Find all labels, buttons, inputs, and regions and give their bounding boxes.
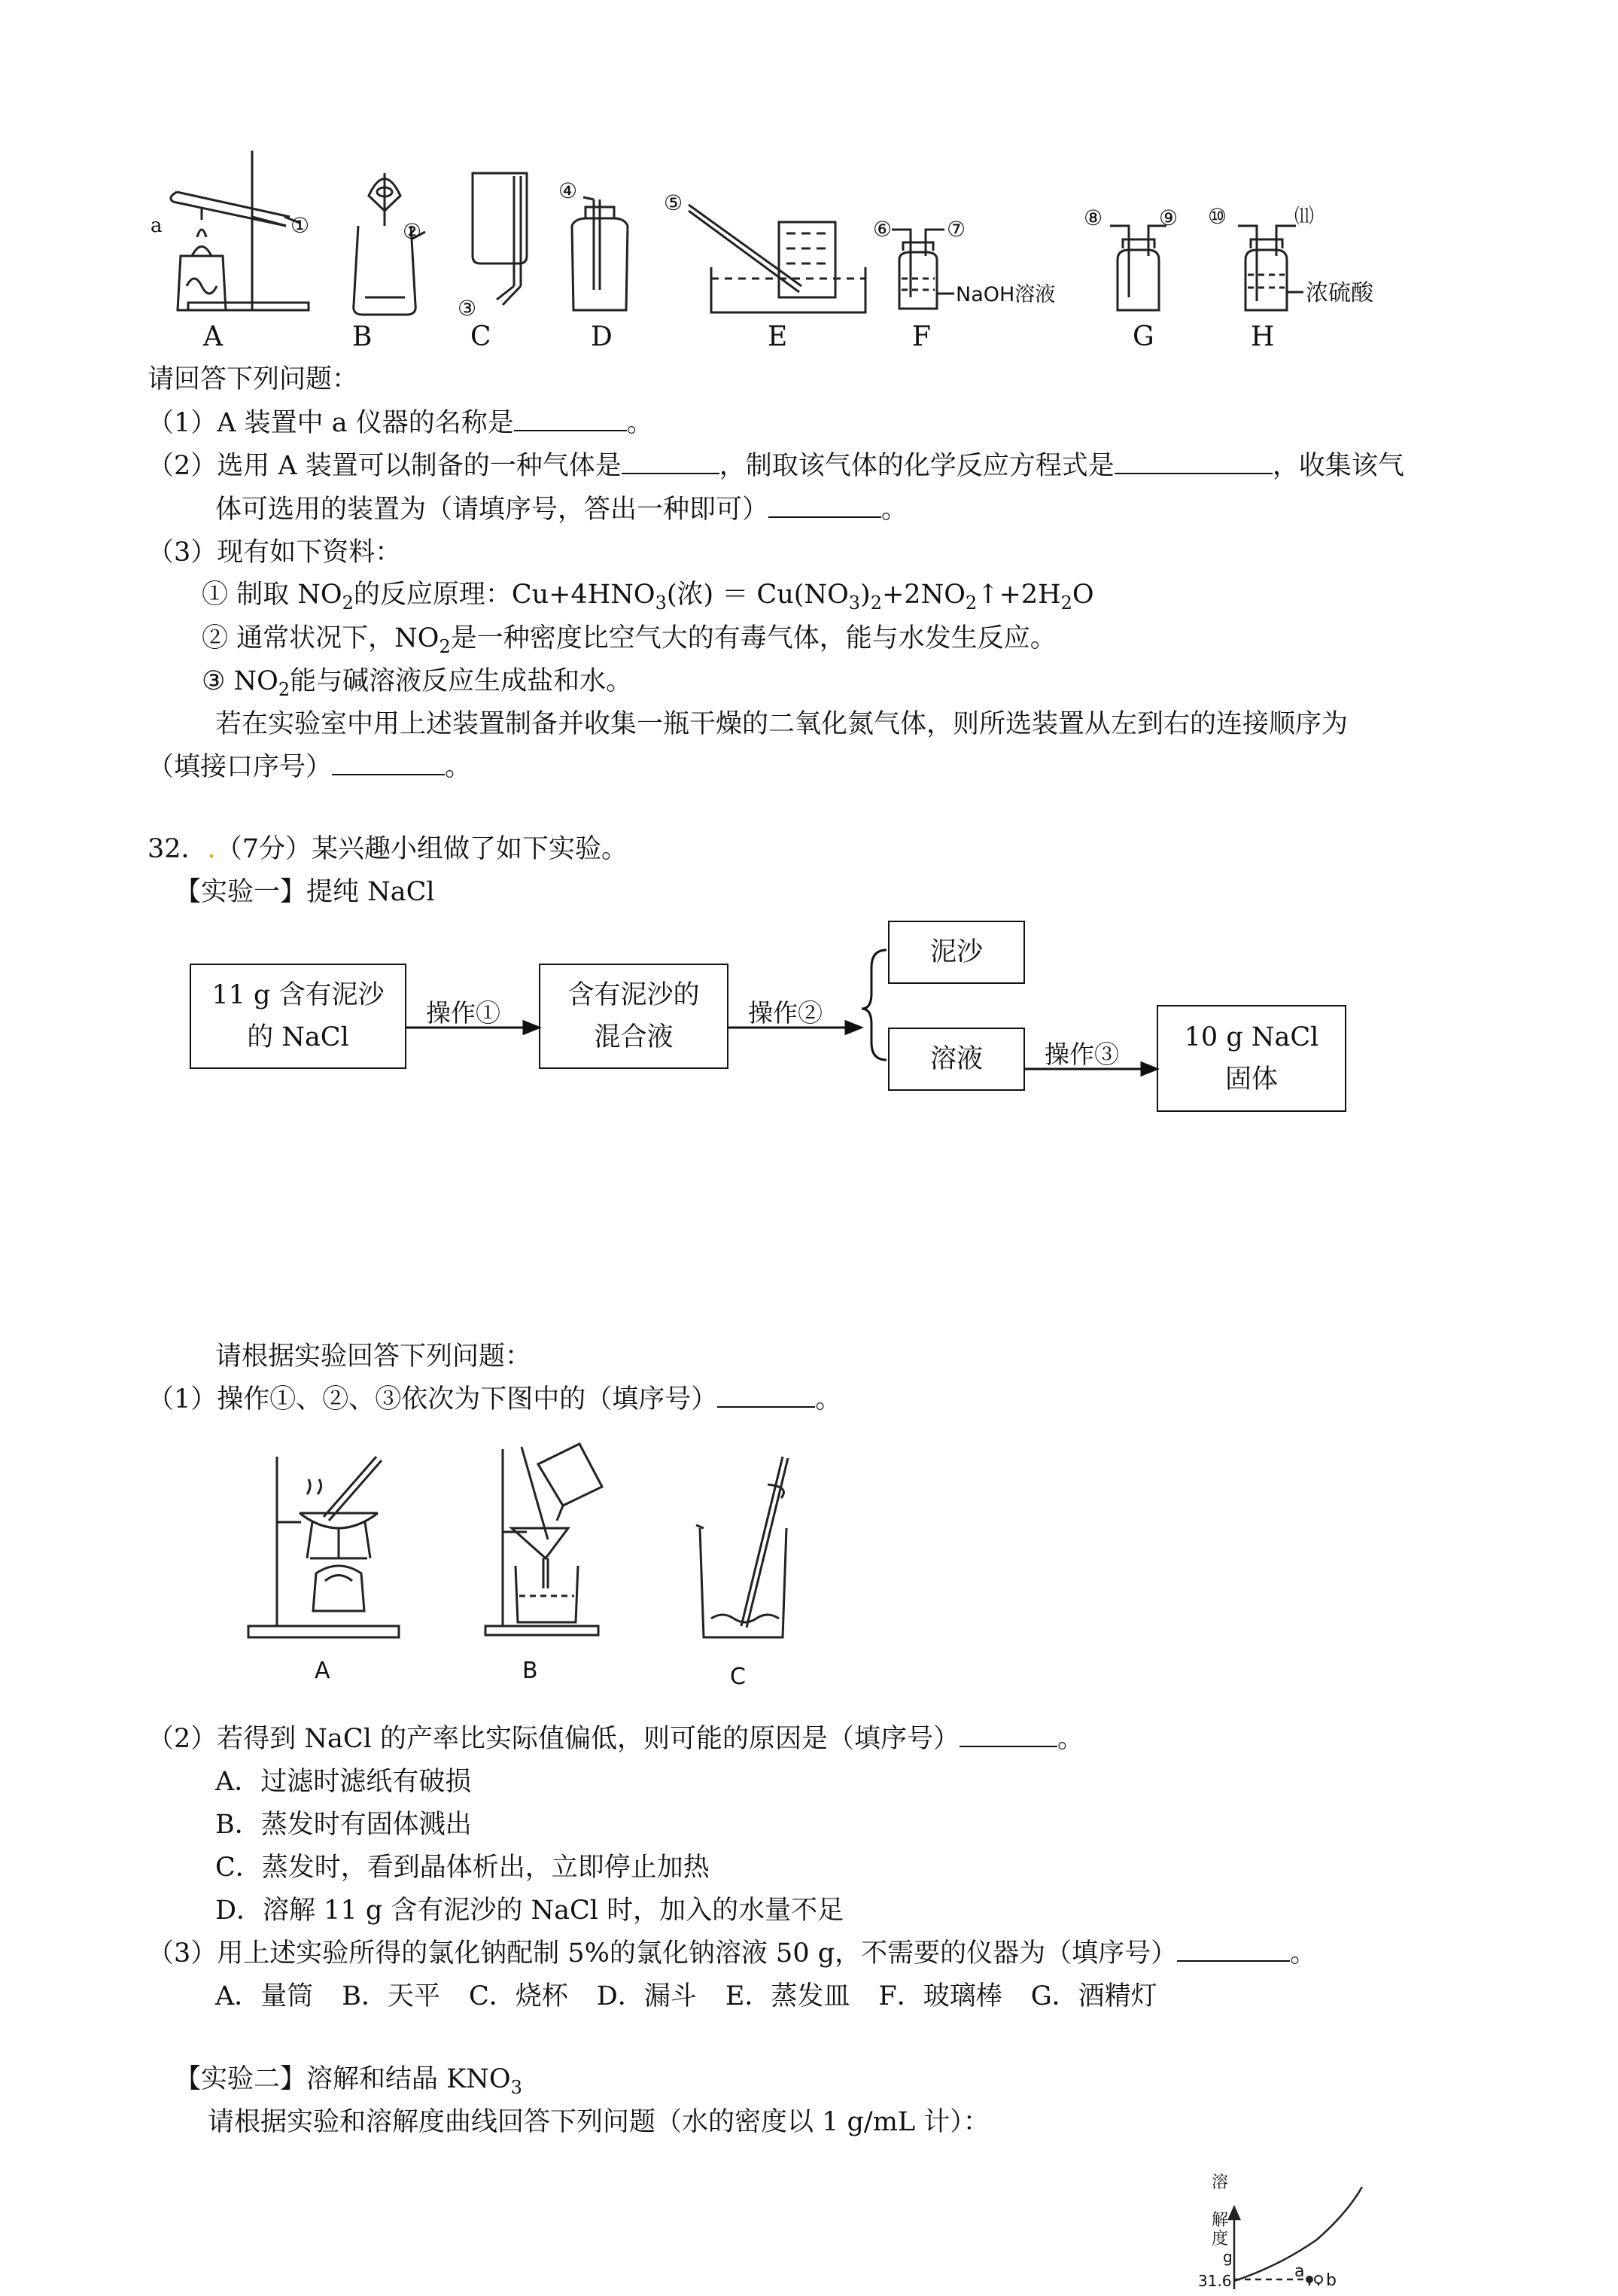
port-label-8: ⑧ [1084,206,1103,230]
q32-intro2: 请根据实验回答下列问题： [215,1341,532,1372]
apparatus-label-a: A [203,321,223,352]
q31-part2: （2）选用 A 装置可以制备的一种气体是 ，制取该气体的化学反应方程式是 ，收集该气 [148,451,1404,481]
port-label-4: ④ [558,178,578,203]
q31-part3-head: （3）现有如下资料： [148,537,402,568]
apparatus-label-h: H [1251,321,1275,352]
graph-tick-31-6: 31.6 [1198,2272,1232,2290]
flow-box-raw-nacl: 11 g 含有泥沙 的 NaCl [190,964,406,1069]
q31-part3-question: 若在实验室中用上述装置制备并收集一瓶干燥的二氧化氮气体，则所选装置从左到右的连接顺序为 [215,709,1349,739]
q31-intro: 请回答下列问题： [148,364,359,394]
exp1-title: 【实验一】提纯 NaCl [175,877,435,907]
q32-sub2: （2）若得到 NaCl 的产率比实际值偏低，则可能的原因是（填序号） 。 [148,1724,1084,1754]
flow-box-mixture: 含有泥沙的 混合液 [539,964,728,1069]
q31-material-1: ① 制取 $NO_2$的反应原理：$Cu+4HNO_3$(浓) ＝ $Cu(NO_3)_2+2NO_2↑+2H_2O$ [202,580,1094,614]
apparatus-label-f: F [912,321,931,352]
q32-sub1: （1）操作①、②、③依次为下图中的（填序号） 。 [148,1384,842,1414]
flow-box-nacl-solid: 10 g NaCl 固体 [1157,1005,1346,1112]
apparatus-label-d: D [591,321,613,352]
h2so4-label: 浓硫酸 [1306,280,1373,306]
exp2-title: 【实验二】溶解和结晶 $KNO_3$ [175,2064,522,2098]
annotation-a: a [151,215,163,237]
port-label-1: ① [290,213,310,238]
port-label-5: ⑤ [664,190,683,215]
flow-op1-label: 操作① [426,998,500,1028]
apparatus-label-b: B [352,321,373,352]
q32-option-a: A．过滤时滤纸有破损 [215,1767,472,1797]
q32-option-b: B．蒸发时有固体溅出 [215,1810,472,1840]
exp2-intro: 请根据实验和溶解度曲线回答下列问题（水的密度以 1 g/mL 计）： [208,2107,990,2137]
graph-unit: g [1223,2248,1233,2266]
apparatus-label-c: C [470,321,491,352]
flow-op3-label: 操作③ [1045,1040,1119,1069]
operation-label-b: B [522,1658,538,1684]
operation-label-a: A [315,1658,330,1684]
port-label-6: ⑥ [873,217,893,242]
q32-header: 32．.（7分）某兴趣小组做了如下实验。 [148,834,628,864]
q32-sub3-options: A．量筒 B．天平 C．烧杯 D．漏斗 E．蒸发皿 F．玻璃棒 G．酒精灯 [215,1981,1157,2011]
q31-material-3: ③ $NO_2$能与碱溶液反应生成盐和水。 [202,666,633,700]
graph-point-a: a [1294,2262,1305,2281]
graph-point-b: b [1326,2271,1337,2290]
q31-part1: （1）A 装置中 a 仪器的名称是 。 [148,408,653,438]
port-label-11: ⑾ [1294,206,1315,228]
apparatus-label-e: E [768,321,788,352]
q32-sub3: （3）用上述实验所得的氯化钠配制 5%的氯化钠溶液 50 g，不需要的仪器为（填序号） 。 [148,1938,1317,1969]
q32-option-c: C．蒸发时，看到晶体析出，立即停止加热 [215,1853,710,1883]
q31-part2-line2: 体可选用的装置为（请填序号，答出一种即可） 。 [215,495,908,525]
q31-material-2: ② 通常状况下，$NO_2$是一种密度比空气大的有毒气体，能与水发生反应。 [202,623,1057,657]
q32-option-d: D．溶解 11 g 含有泥沙的 NaCl 时，加入的水量不足 [215,1896,844,1926]
port-label-9: ⑨ [1159,206,1179,230]
q31-part3-question-line2: （填接口序号） 。 [148,752,472,782]
apparatus-label-g: G [1133,321,1154,352]
port-label-10: ⑩ [1208,204,1227,229]
port-label-3: ③ [458,296,477,321]
flow-op2-label: 操作② [748,998,823,1028]
naoh-label: NaOH溶液 [956,283,1056,306]
port-label-2: ② [403,219,422,244]
graph-ylabel-3: 度 [1212,2230,1229,2249]
operation-label-c: C [730,1664,746,1690]
graph-ylabel-2: 解 [1212,2211,1229,2230]
graph-ylabel-1: 溶 [1212,2173,1229,2192]
flow-box-solution: 溶液 [888,1028,1025,1091]
port-label-7: ⑦ [947,217,966,242]
flow-box-sand: 泥沙 [888,921,1025,984]
